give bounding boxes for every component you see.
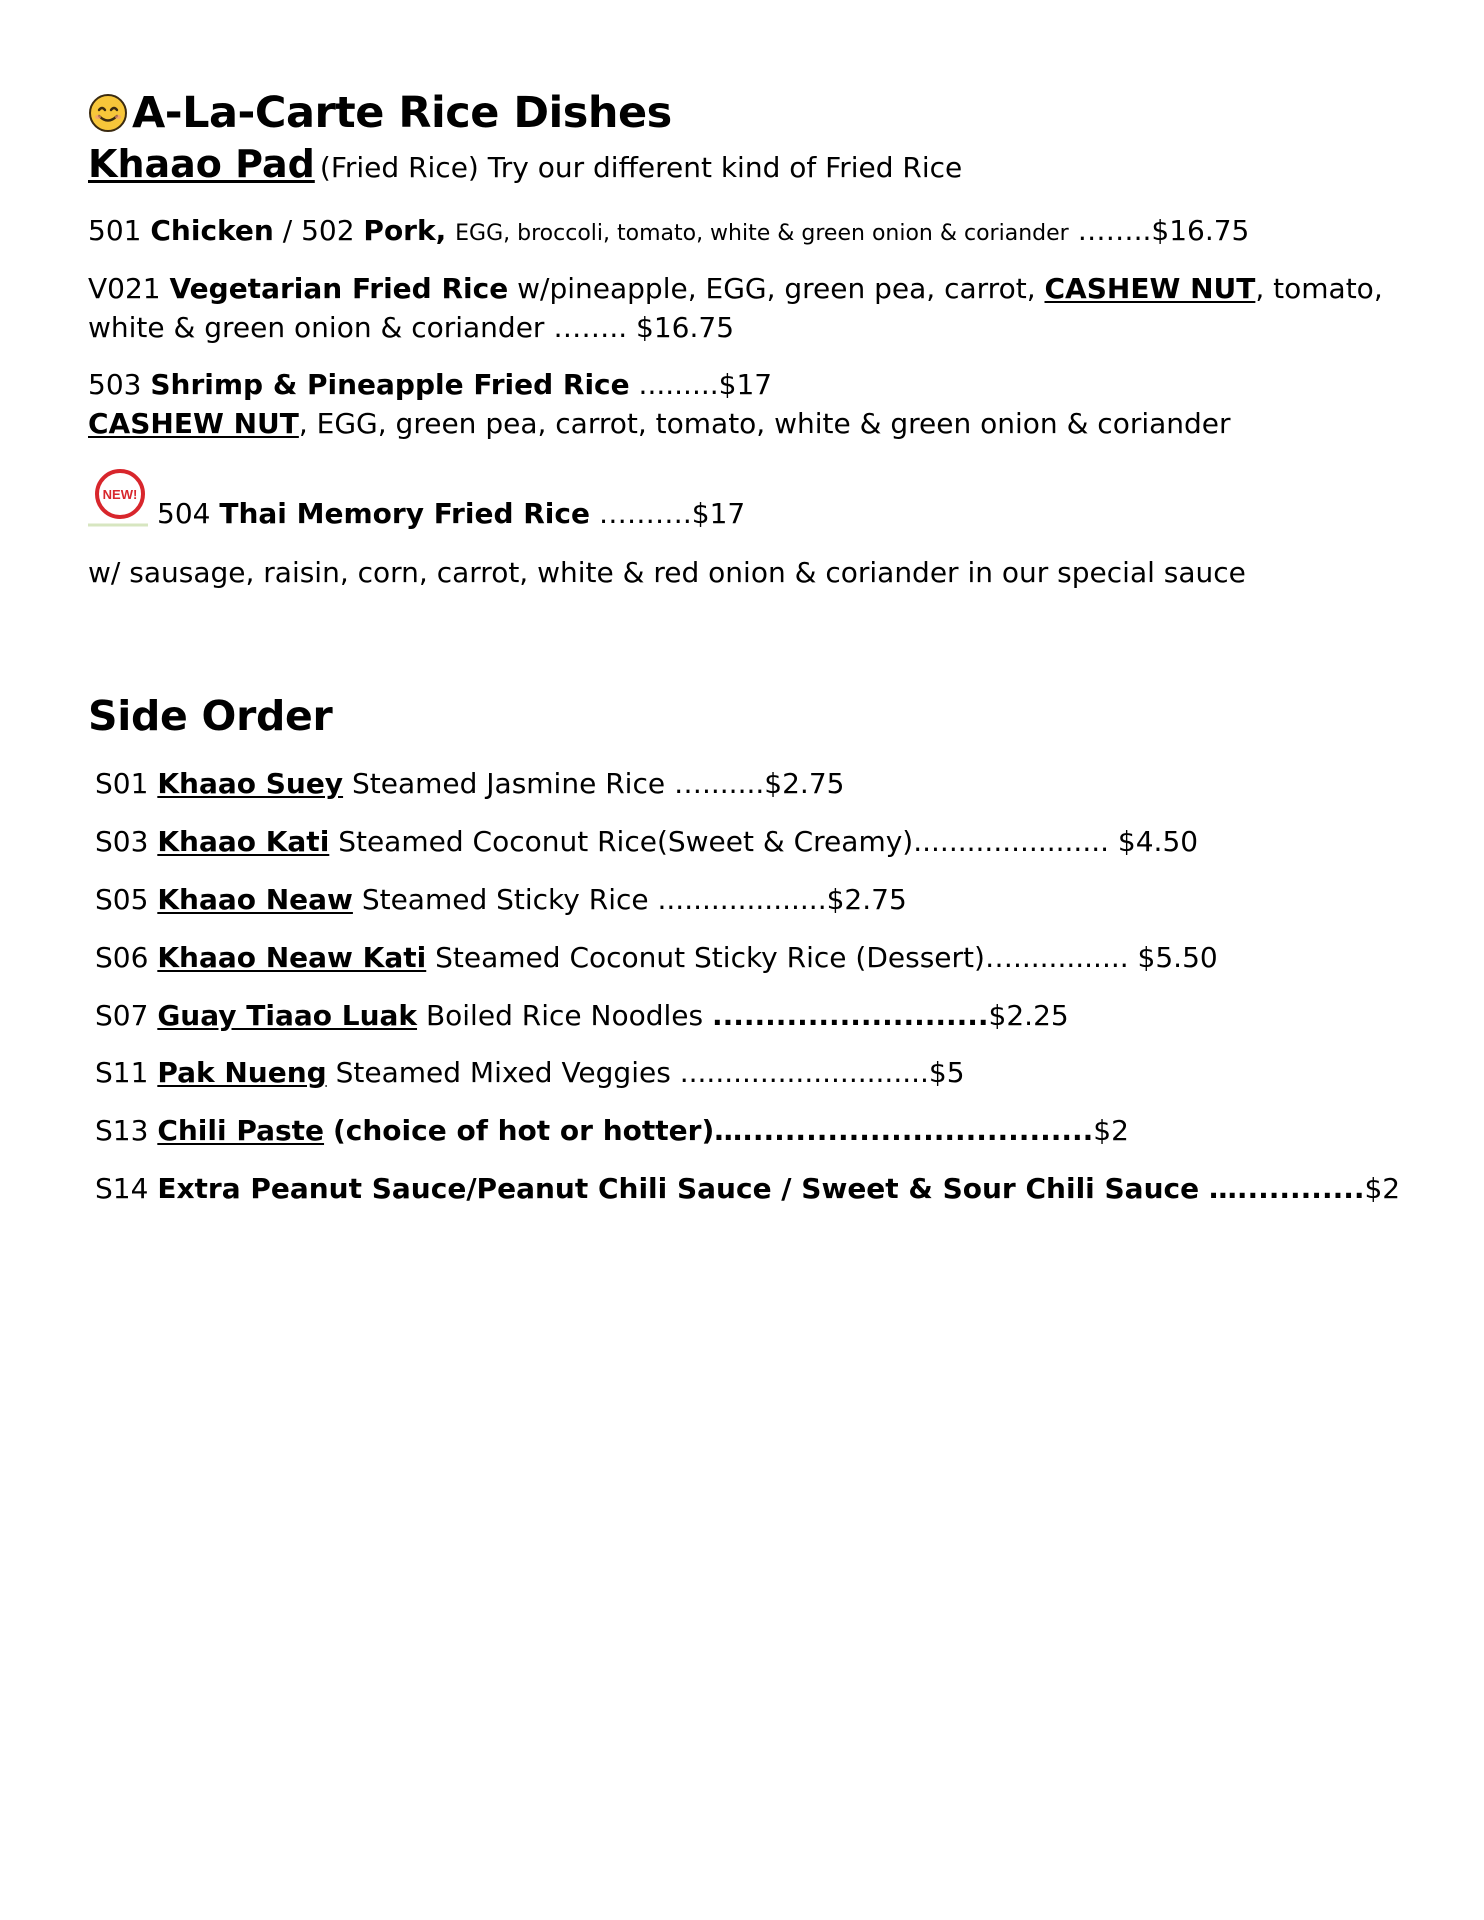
item-price: $2 xyxy=(1093,1114,1129,1147)
side-item-s05 xyxy=(95,883,907,917)
item-description: (choice of hot or hotter)…................................. xyxy=(332,1114,1094,1147)
item-price: ….......$2.75 xyxy=(673,767,845,800)
item-description: Steamed Mixed Veggies xyxy=(335,1056,671,1089)
menu-item-503 xyxy=(88,368,772,402)
menu-item-v021 xyxy=(88,272,1383,306)
item-name: Khaao Kati xyxy=(157,825,330,858)
item-name: Vegetarian Fried Rice xyxy=(169,272,509,305)
item-code: S11 xyxy=(95,1056,149,1089)
smiley-face-icon xyxy=(88,93,128,133)
item-description: w/ sausage, raisin, corn, carrot, white & red onion & coriander in our special sauce xyxy=(88,556,1246,589)
new-badge-icon xyxy=(88,468,152,528)
page-title-text: A-La-Carte Rice Dishes xyxy=(132,88,672,138)
cashew-nut-allergen: CASHEW NUT xyxy=(1044,272,1256,305)
section-khaao-pad xyxy=(88,142,962,188)
khaao-pad-title: Khaao Pad xyxy=(88,142,315,186)
menu-item-504-description xyxy=(88,556,1246,590)
side-item-s07 xyxy=(95,999,1069,1033)
item-description: Extra Peanut Sauce/Peanut Chili Sauce / Sweet & Sour Chili Sauce …............ xyxy=(157,1172,1365,1205)
item-name: Thai Memory Fried Rice xyxy=(219,497,590,530)
item-name-pork: Pork, xyxy=(363,214,447,247)
item-code: S01 xyxy=(95,767,149,800)
item-name: Khaao Neaw Kati xyxy=(157,941,427,974)
item-description-cont: , tomato, xyxy=(1255,272,1383,305)
item-price: ............................$5 xyxy=(679,1056,965,1089)
side-item-s13 xyxy=(95,1114,1129,1148)
item-name: Khaao Suey xyxy=(157,767,344,800)
item-description: Steamed Jasmine Rice xyxy=(351,767,666,800)
side-item-s11 xyxy=(95,1056,965,1090)
item-name: Chili Paste xyxy=(157,1114,325,1147)
item-price: …….. $16.75 xyxy=(553,311,735,344)
side-order-title: Side Order xyxy=(88,692,333,740)
item-code: S14 xyxy=(95,1172,149,1205)
item-code: S03 xyxy=(95,825,149,858)
new-badge-text: NEW! xyxy=(102,487,138,502)
menu-item-v021-line2 xyxy=(88,311,734,345)
item-description: Steamed Sticky Rice xyxy=(361,883,649,916)
menu-item-503-line2 xyxy=(88,407,1231,441)
item-name-chicken: Chicken xyxy=(150,214,274,247)
item-description: Boiled Rice Noodles xyxy=(425,999,704,1032)
item-description: EGG, broccoli, tomato, white & green onion & coriander xyxy=(455,221,1069,246)
menu-item-501-502 xyxy=(88,214,1249,248)
item-code: 504 xyxy=(157,497,211,530)
item-price: ……….$17 xyxy=(598,497,746,530)
item-price: $2 xyxy=(1364,1172,1401,1205)
item-price: $2.25 xyxy=(988,999,1069,1032)
item-code: 503 xyxy=(88,368,142,401)
page-title xyxy=(88,88,672,140)
menu-item-504 xyxy=(157,497,745,531)
item-dots: .......................... xyxy=(711,999,989,1032)
item-name: Pak Nueng xyxy=(157,1056,327,1089)
item-price: ……..$16.75 xyxy=(1077,214,1250,247)
item-code: V021 xyxy=(88,272,161,305)
item-code: S07 xyxy=(95,999,149,1032)
item-name: Guay Tiaao Luak xyxy=(157,999,418,1032)
khaao-pad-description: (Fried Rice) Try our different kind of Fried Rice xyxy=(319,151,963,184)
item-price: .........$17 xyxy=(638,368,773,401)
item-description: Steamed Coconut Rice(Sweet & Creamy) xyxy=(338,825,914,858)
item-name: Khaao Neaw xyxy=(157,883,353,916)
side-item-s01 xyxy=(95,767,844,801)
item-code: S13 xyxy=(95,1114,149,1147)
item-description-line2: white & green onion & coriander xyxy=(88,311,545,344)
item-name: Shrimp & Pineapple Fried Rice xyxy=(150,368,630,401)
item-description: Steamed Coconut Sticky Rice (Dessert) xyxy=(435,941,985,974)
cashew-nut-allergen: CASHEW NUT xyxy=(88,407,299,440)
side-item-s03 xyxy=(95,825,1198,859)
item-separator: / 502 xyxy=(273,214,364,247)
side-item-s06 xyxy=(95,941,1218,975)
item-description: , EGG, green pea, carrot, tomato, white & green onion & coriander xyxy=(298,407,1231,440)
item-description: w/pineapple, EGG, green pea, carrot, xyxy=(517,272,1036,305)
item-price: …............. $5.50 xyxy=(984,941,1218,974)
item-code: S06 xyxy=(95,941,149,974)
item-code: S05 xyxy=(95,883,149,916)
side-item-s14 xyxy=(95,1172,1400,1206)
item-price: ...................$2.75 xyxy=(657,883,907,916)
item-code: 501 xyxy=(88,214,142,247)
item-price: ...................... $4.50 xyxy=(913,825,1199,858)
